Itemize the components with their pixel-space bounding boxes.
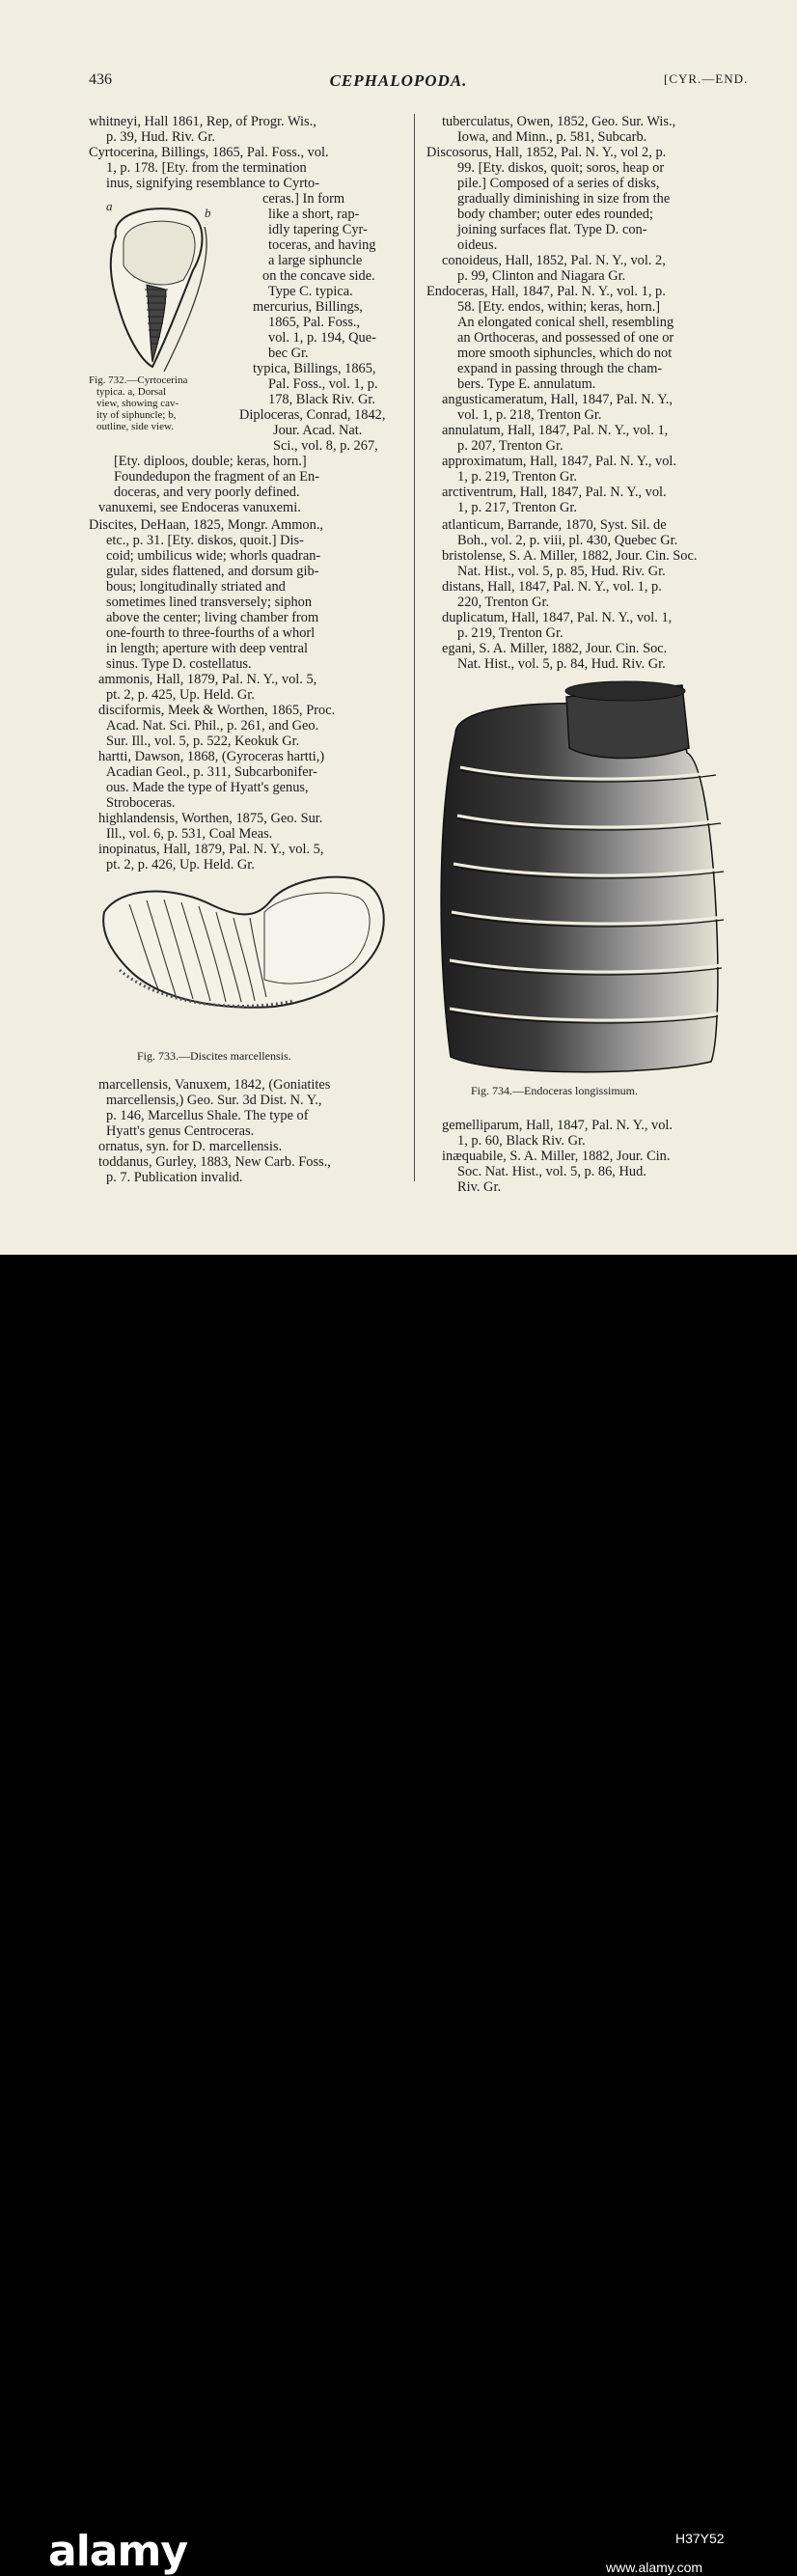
left-column-line: 1865, Pal. Foss., <box>268 315 361 330</box>
figure-732-caption-line: outline, side view. <box>96 421 174 432</box>
figure-732-caption-line: typica. a, Dorsal <box>96 386 167 398</box>
left-column-line: p. 146, Marcellus Shale. The type of <box>106 1108 309 1123</box>
right-column-line: annulatum, Hall, 1847, Pal. N. Y., vol. 1, <box>442 423 669 438</box>
right-column-line: Soc. Nat. Hist., vol. 5, p. 86, Hud. <box>457 1164 646 1179</box>
site-url: www.alamy.com <box>606 2560 703 2575</box>
left-column-line: Sur. Ill., vol. 5, p. 522, Keokuk Gr. <box>106 734 300 749</box>
figure-732-caption-line: ity of siphuncle; b, <box>96 409 177 421</box>
left-column-line: Pal. Foss., vol. 1, p. <box>268 376 378 392</box>
left-column-line: inus, signifying resemblance to Cyrto- <box>106 176 320 191</box>
left-column-line: disciformis, Meek & Worthen, 1865, Proc. <box>98 703 336 718</box>
left-column-line: typica, Billings, 1865, <box>253 361 376 376</box>
left-column-line: vanuxemi, see Endoceras vanuxemi. <box>98 500 301 515</box>
book-page <box>0 0 797 1255</box>
left-column-line: etc., p. 31. [Ety. diskos, quoit.] Dis- <box>106 533 304 548</box>
right-column-line: tuberculatus, Owen, 1852, Geo. Sur. Wis., <box>442 114 676 129</box>
right-column-line: 58. [Ety. endos, within; keras, horn.] <box>457 299 661 315</box>
left-column-line: above the center; living chamber from <box>106 610 319 625</box>
right-column-line: gradually diminishing in size from the <box>457 191 671 207</box>
left-column-line: 1, p. 178. [Ety. from the termination <box>106 160 307 176</box>
left-column-line: p. 39, Hud. Riv. Gr. <box>106 129 215 145</box>
right-column-line: Iowa, and Minn., p. 581, Subcarb. <box>457 129 647 145</box>
right-column-line: arctiventrum, Hall, 1847, Pal. N. Y., vol. <box>442 485 667 500</box>
right-column-line: Nat. Hist., vol. 5, p. 84, Hud. Riv. Gr. <box>457 656 666 672</box>
left-column-line: Hyatt's genus Centroceras. <box>106 1123 255 1139</box>
right-column-line: Nat. Hist., vol. 5, p. 85, Hud. Riv. Gr. <box>457 564 666 579</box>
right-column-line: 1, p. 219, Trenton Gr. <box>457 469 577 485</box>
left-column-line: Type C. typica. <box>268 284 353 299</box>
right-column-line: Boh., vol. 2, p. viii, pl. 430, Quebec Gr. <box>457 533 678 548</box>
left-column-line: marcellensis,) Geo. Sur. 3d Dist. N. Y., <box>106 1093 322 1108</box>
running-range: [CYR.—END. <box>664 71 749 86</box>
left-column-line: vol. 1, p. 194, Que- <box>268 330 376 346</box>
left-column-line: Diploceras, Conrad, 1842, <box>239 407 386 423</box>
column-divider <box>414 114 415 1181</box>
left-column-line: like a short, rap- <box>268 207 360 222</box>
left-column-line: Discites, DeHaan, 1825, Mongr. Ammon., <box>89 517 324 533</box>
right-column-line: expand in passing through the cham- <box>457 361 663 376</box>
right-column-line: 220, Trenton Gr. <box>457 595 550 610</box>
right-column-line: duplicatum, Hall, 1847, Pal. N. Y., vol. 1, <box>442 610 673 625</box>
left-column-line: ous. Made the type of Hyatt's genus, <box>106 780 309 795</box>
right-column-line: Endoceras, Hall, 1847, Pal. N. Y., vol. 1, p. <box>426 284 666 299</box>
left-column-line: one-fourth to three-fourths of a whorl <box>106 625 316 641</box>
figure-732-cyrtocerina <box>96 198 232 376</box>
left-column-line: marcellensis, Vanuxem, 1842, (Goniatites <box>98 1077 331 1093</box>
figure-733-discites <box>100 873 390 1013</box>
left-column-line: Foundedupon the fragment of an En- <box>114 469 320 485</box>
right-column-line: inæquabile, S. A. Miller, 1882, Jour. Cin. <box>442 1149 671 1164</box>
left-column-line: mercurius, Billings, <box>253 299 363 315</box>
right-column-line: bristolense, S. A. Miller, 1882, Jour. Cin. Soc. <box>442 548 698 564</box>
left-column-line: sometimes lined transversely; siphon <box>106 595 313 610</box>
left-column-line: [Ety. diploos, double; keras, horn.] <box>114 454 307 469</box>
left-column-line: Ill., vol. 6, p. 531, Coal Meas. <box>106 826 273 842</box>
image-id: H37Y52 <box>675 2531 725 2546</box>
right-column-line: An elongated conical shell, resembling <box>457 315 674 330</box>
left-column-line: toceras, and having <box>268 237 376 253</box>
figure-732-caption-line: view, showing cav- <box>96 398 179 409</box>
right-column-line: distans, Hall, 1847, Pal. N. Y., vol. 1, p. <box>442 579 662 595</box>
figure-734-endoceras <box>436 676 735 1081</box>
left-column-line: gular, sides flattened, and dorsum gib- <box>106 564 319 579</box>
left-column-line: a large siphuncle <box>268 253 363 268</box>
right-column-line: p. 219, Trenton Gr. <box>457 625 563 641</box>
right-column-line: p. 99, Clinton and Niagara Gr. <box>457 268 626 284</box>
right-column-line: Discosorus, Hall, 1852, Pal. N. Y., vol 2, p. <box>426 145 667 160</box>
left-column-line: ammonis, Hall, 1879, Pal. N. Y., vol. 5, <box>98 672 317 687</box>
right-column-line: pile.] Composed of a series of disks, <box>457 176 660 191</box>
left-column-line: Jour. Acad. Nat. <box>273 423 363 438</box>
right-column-line: body chamber; outer edes rounded; <box>457 207 654 222</box>
left-column-line: Acadian Geol., p. 311, Subcarbonifer- <box>106 764 317 780</box>
right-column-line: 1, p. 60, Black Riv. Gr. <box>457 1133 586 1149</box>
left-column-line: ornatus, syn. for D. marcellensis. <box>98 1139 283 1154</box>
left-column-line: coid; umbilicus wide; whorls quadran- <box>106 548 321 564</box>
left-column-line: pt. 2, p. 426, Up. Held. Gr. <box>106 857 255 873</box>
left-column-line: idly tapering Cyr- <box>268 222 368 237</box>
left-column-line: Stroboceras. <box>106 795 176 811</box>
left-column-line: bec Gr. <box>268 346 309 361</box>
left-column-line: Acad. Nat. Sci. Phil., p. 261, and Geo. <box>106 718 319 734</box>
alamy-logo: alamy <box>48 2527 187 2576</box>
right-column-line: gemelliparum, Hall, 1847, Pal. N. Y., vol. <box>442 1118 673 1133</box>
fig732-label-b: b <box>205 206 211 220</box>
running-title: CEPHALOPODA. <box>329 71 468 90</box>
left-column-line: whitneyi, Hall 1861, Rep, of Progr. Wis., <box>89 114 316 129</box>
watermark-bar <box>0 1255 797 2576</box>
figure-732-caption-line: Fig. 732.—Cyrtocerina <box>89 374 188 386</box>
right-column-line: angusticameratum, Hall, 1847, Pal. N. Y., <box>442 392 673 407</box>
left-column-line: p. 7. Publication invalid. <box>106 1170 243 1185</box>
right-column-line: more smooth siphuncles, which do not <box>457 346 673 361</box>
left-column-line: highlandensis, Worthen, 1875, Geo. Sur. <box>98 811 323 826</box>
left-column-line: sinus. Type D. costellatus. <box>106 656 252 672</box>
left-column-line: in length; aperture with deep ventral <box>106 641 308 656</box>
left-column-line: toddanus, Gurley, 1883, New Carb. Foss., <box>98 1154 331 1170</box>
right-column-line: an Orthoceras, and possessed of one or <box>457 330 674 346</box>
left-column-line: hartti, Dawson, 1868, (Gyroceras hartti,) <box>98 749 325 764</box>
right-column-line: atlanticum, Barrande, 1870, Syst. Sil. de <box>442 517 667 533</box>
left-column-line: ceras.] In form <box>262 191 345 207</box>
left-column-line: pt. 2, p. 425, Up. Held. Gr. <box>106 687 255 703</box>
right-column-line: 99. [Ety. diskos, quoit; soros, heap or <box>457 160 665 176</box>
left-column-line: on the concave side. <box>262 268 375 284</box>
right-column-line: joining surfaces flat. Type D. con- <box>457 222 647 237</box>
figure-733-caption: Fig. 733.—Discites marcellensis. <box>137 1049 291 1063</box>
right-column-line: Riv. Gr. <box>457 1179 502 1195</box>
right-column-line: approximatum, Hall, 1847, Pal. N. Y., vol. <box>442 454 677 469</box>
left-column-line: Cyrtocerina, Billings, 1865, Pal. Foss., vol. <box>89 145 329 160</box>
right-column-line: oideus. <box>457 237 498 253</box>
left-column-line: inopinatus, Hall, 1879, Pal. N. Y., vol. 5, <box>98 842 324 857</box>
figure-734-caption: Fig. 734.—Endoceras longissimum. <box>471 1084 638 1097</box>
right-column-line: egani, S. A. Miller, 1882, Jour. Cin. Soc. <box>442 641 668 656</box>
right-column-line: conoideus, Hall, 1852, Pal. N. Y., vol. 2, <box>442 253 666 268</box>
left-column-line: bous; longitudinally striated and <box>106 579 286 595</box>
fig732-label-a: a <box>106 199 113 213</box>
right-column-line: bers. Type E. annulatum. <box>457 376 596 392</box>
page-number: 436 <box>89 71 112 88</box>
left-column-line: 178, Black Riv. Gr. <box>268 392 375 407</box>
left-column-line: Sci., vol. 8, p. 267, <box>273 438 378 454</box>
left-column-line: doceras, and very poorly defined. <box>114 485 300 500</box>
right-column-line: 1, p. 217, Trenton Gr. <box>457 500 577 515</box>
right-column-line: p. 207, Trenton Gr. <box>457 438 563 454</box>
right-column-line: vol. 1, p. 218, Trenton Gr. <box>457 407 602 423</box>
